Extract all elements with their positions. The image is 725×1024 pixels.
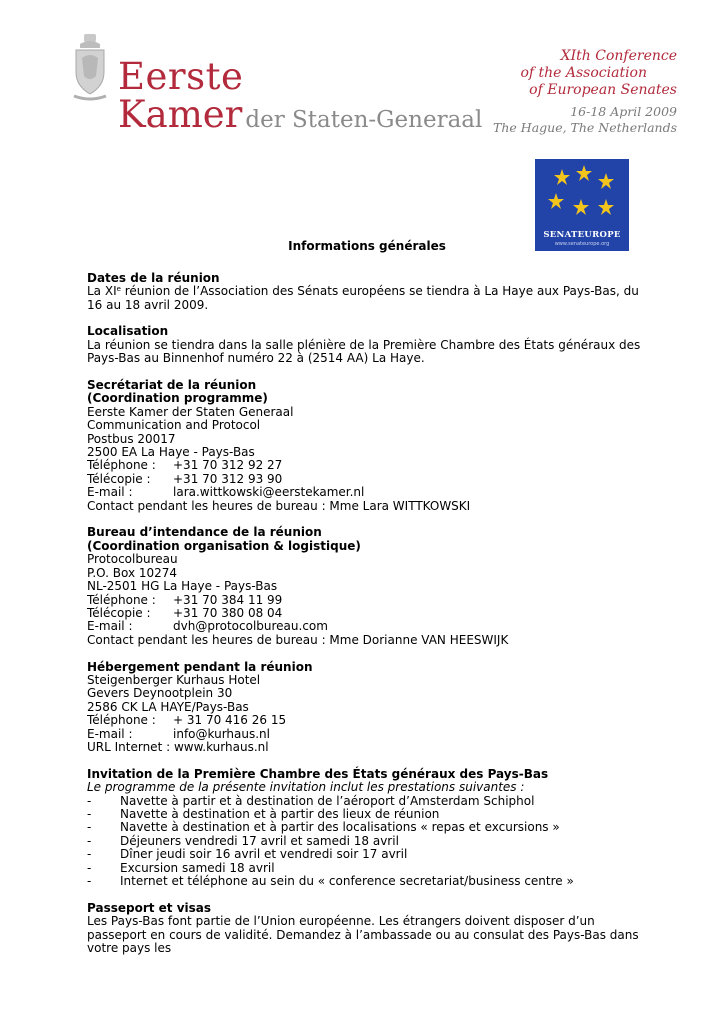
bureau-fax: Télécopie : +31 70 380 08 04 (87, 605, 283, 620)
hotel-phone: Téléphone : + 31 70 416 26 15 (87, 713, 287, 728)
senateurope-name: SENATEUROPE (543, 230, 621, 240)
secretariat-phone: Téléphone : +31 70 312 92 27 (87, 458, 283, 473)
passport-text: Les Pays-Bas font partie de l’Union européenne. Les étrangers doivent disposer d’un passeport en cours de validité. Demandez à l’ambassade ou au consulat des Pays-Bas dans votre pays les (87, 914, 639, 956)
bureau-subheading: (Coordination organisation & logistique) (87, 538, 361, 553)
dates-heading: Dates de la réunion (87, 270, 220, 285)
secretariat-line: Communication and Protocol (87, 418, 261, 433)
secretariat-line: Eerste Kamer der Staten Generaal (87, 404, 294, 419)
bureau-line: NL-2501 HG La Haye - Pays-Bas (87, 579, 278, 594)
bureau-line: Protocolbureau (87, 552, 178, 567)
senateurope-url: www.senateurope.org (554, 241, 610, 247)
logo-kamer: Kamer (118, 93, 243, 136)
invitation-list (87, 795, 647, 889)
conference-line-3: of European Senates (529, 82, 677, 98)
hotel-line: Steigenberger Kurhaus Hotel (87, 672, 261, 687)
bureau-phone: Téléphone : +31 70 384 11 99 (87, 592, 283, 607)
list-item: - Déjeuners vendredi 17 avril et samedi 18 avril (87, 833, 399, 848)
conference-line-1: XIth Conference (560, 48, 677, 64)
secretariat-contact: Contact pendant les heures de bureau : Mme Lara WITTKOWSKI (87, 498, 471, 513)
secretariat-line: 2500 EA La Haye - Pays-Bas (87, 445, 255, 460)
secretariat-line: Postbus 20017 (87, 431, 176, 446)
logo-eerste: Eerste (118, 55, 244, 98)
royal-crest-icon (70, 32, 110, 104)
conference-date: 16-18 April 2009 (570, 104, 677, 119)
passport-heading: Passeport et visas (87, 900, 212, 915)
hotel-url: URL Internet : www.kurhaus.nl (87, 739, 269, 754)
bureau-heading: Bureau d’intendance de la réunion (87, 525, 322, 540)
list-item: - Navette à destination et à partir des localisations « repas et excursions » (87, 820, 560, 835)
invitation-intro: Le programme de la présente invitation inclut les prestations suivantes : (87, 780, 525, 795)
list-item: - Dîner jeudi soir 16 avril et vendredi soir 17 avril (87, 847, 408, 862)
secretariat-email: E-mail : lara.wittkowski@eerstekamer.nl (87, 485, 365, 500)
stars-icon (535, 159, 629, 229)
hotel-line: Gevers Deynootplein 30 (87, 686, 233, 701)
location-heading: Localisation (87, 324, 169, 339)
hotel-line: 2586 CK LA HAYE/Pays-Bas (87, 699, 249, 714)
conference-place: The Hague, The Netherlands (493, 120, 677, 135)
list-item: - Navette à destination et à partir des lieux de réunion (87, 806, 440, 821)
secretariat-fax: Télécopie : +31 70 312 93 90 (87, 471, 283, 486)
conference-title (520, 48, 677, 99)
senateurope-logo (535, 159, 629, 251)
secretariat-subheading: (Coordination programme) (87, 391, 268, 406)
invitation-heading: Invitation de la Première Chambre des États généraux des Pays-Bas (87, 766, 549, 781)
location-text: La réunion se tiendra dans la salle plénière de la Première Chambre des États généraux des Pays-Bas au Binnenhof numéro 22 à (2514 AA) La Haye. (87, 337, 641, 366)
list-item: - Internet et téléphone au sein du « conference secretariat/business centre » (87, 874, 574, 888)
dates-text: La XIe réunion de l’Association des Sénats européens se tiendra à La Haye aux Pays-Bas, du 16 au 18 avril 2009. (87, 284, 639, 312)
document-title: Informations générales (288, 239, 446, 253)
list-item: - Navette à partir et à destination de l’aéroport d’Amsterdam Schiphol (87, 793, 535, 808)
conference-date-place (493, 104, 677, 136)
secretariat-heading: Secrétariat de la réunion (87, 378, 257, 393)
list-item: - Excursion samedi 18 avril (87, 860, 275, 875)
bureau-line: P.O. Box 10274 (87, 565, 178, 580)
bureau-contact: Contact pendant les heures de bureau : Mme Dorianne VAN HEESWIJK (87, 632, 509, 647)
hotel-heading: Hébergement pendant la réunion (87, 659, 313, 674)
conference-line-2: of the Association (520, 65, 647, 81)
logo-staten-generaal: der Staten-Generaal (245, 107, 483, 133)
hotel-email: E-mail : info@kurhaus.nl (87, 726, 270, 741)
bureau-email: E-mail : dvh@protocolbureau.com (87, 619, 328, 634)
logo-kamer-line (118, 93, 483, 136)
document-body (87, 240, 647, 955)
